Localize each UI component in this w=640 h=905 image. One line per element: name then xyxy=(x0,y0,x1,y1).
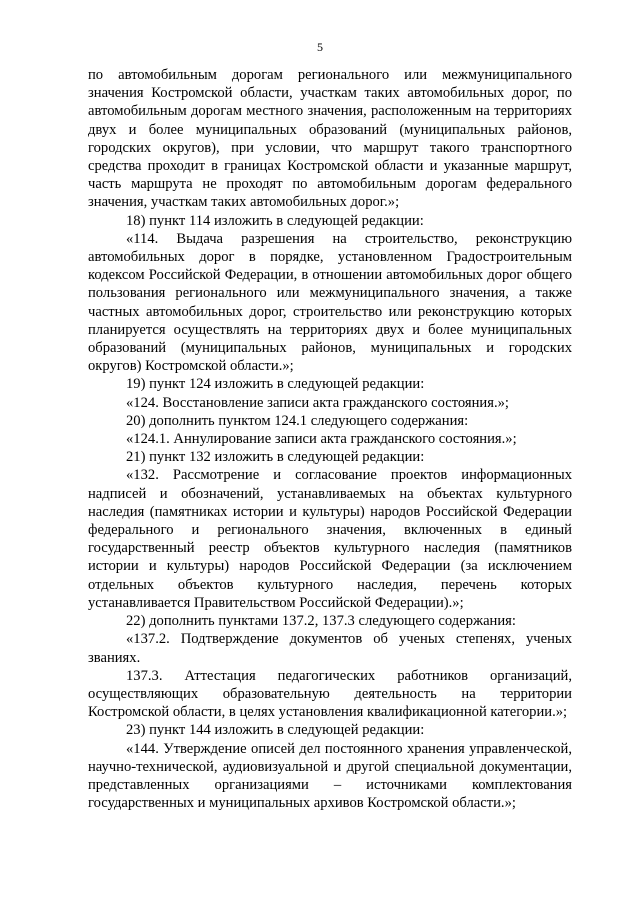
paragraph-item-21: 21) пункт 132 изложить в следующей редакции: xyxy=(126,449,425,466)
paragraph-point-144: «144. Утверждение описей дел постоянного хранения управленческой, научно-технической, аудиовизуальной и другой специальной документации, представленных организациями – источниками комплектования государственных и муниципальных архивов Костромской области.»; xyxy=(88,740,572,812)
paragraph-continuation: по автомобильным дорогам регионального или межмуниципального значения Костромской области, участкам таких автомобильных дорог, по автомобильным дорогам местного значения, расположенным на территориях двух и более муниципальных образований (муниципальных районов, городских округов), при условии, что маршрут такого транспортного средства проходит в границах Костромской области и указанные маршрут, часть маршрута не проходят по автомобильным дорогам федерального значения, участкам таких автомобильных дорог.»; xyxy=(88,67,572,211)
paragraph-point-132: «132. Рассмотрение и согласование проектов информационных надписей и обозначений, устанавливаемых на объектах культурного наследия (памятниках истории и культуры) народов Российской Федерации федерального и регионального значения, включенных в единый государственный реестр объектов культурного наследия (памятников истории и культуры) народов Российской Федерации (за исключением отдельных объектов культурного наследия, перечень которых устанавливается Правительством Российской Федерации).»; xyxy=(88,467,572,611)
paragraph-point-124: «124. Восстановление записи акта гражданского состояния.»; xyxy=(126,394,509,411)
paragraph-item-18: 18) пункт 114 изложить в следующей редакции: xyxy=(126,212,424,229)
paragraph-item-20: 20) дополнить пунктом 124.1 следующего содержания: xyxy=(126,412,469,429)
paragraph-point-124-1: «124.1. Аннулирование записи акта гражданского состояния.»; xyxy=(126,431,517,448)
paragraph-item-23: 23) пункт 144 изложить в следующей редакции: xyxy=(126,722,425,739)
paragraph-point-137-3: 137.3. Аттестация педагогических работников организаций, осуществляющих образовательную деятельность на территории Костромской области, в целях установления квалификационной категории.»; xyxy=(88,667,572,721)
paragraph-point-114: «114. Выдача разрешения на строительство, реконструкцию автомобильных дорог в порядке, установленном Градостроительным кодексом Российской Федерации, в отношении автомобильных дорог общего пользования регионального или межмуниципального значения, а также частных автомобильных дорог, строительство или реконструкцию которых планируется осуществлять на территориях двух и более муниципальных образований (муниципальных районов, муниципальных и городских округов) Костромской области.»; xyxy=(88,230,572,375)
page-number: 5 xyxy=(317,40,323,54)
paragraph-item-22: 22) дополнить пунктами 137.2, 137.3 следующего содержания: xyxy=(126,613,516,630)
paragraph-point-137-2: «137.2. Подтверждение документов об ученых степенях, ученых званиях. xyxy=(88,631,572,666)
document-body xyxy=(88,66,572,812)
paragraph-item-19: 19) пункт 124 изложить в следующей редакции: xyxy=(126,376,425,393)
